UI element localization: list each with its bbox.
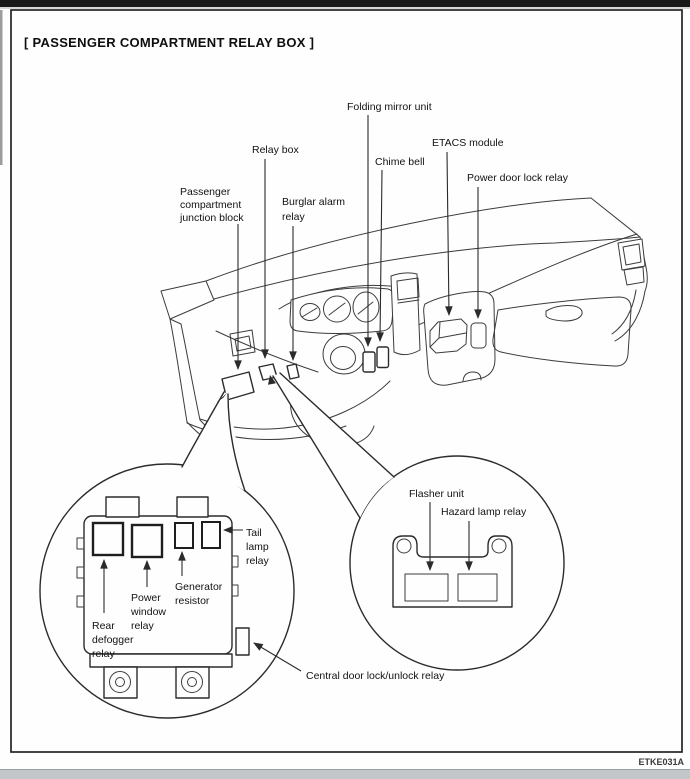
dash-line: [206, 198, 591, 281]
figure-code: ETKE031A: [638, 757, 684, 767]
label-power-window-1: Power: [131, 592, 161, 604]
label-passenger-junction-3: junction block: [180, 212, 244, 224]
scan-edge-left: [0, 10, 3, 165]
burglar-alarm-box: [287, 364, 299, 379]
folding-mirror-box: [363, 352, 375, 372]
chime-bell-box: [377, 347, 389, 368]
label-generator-1: Generator: [175, 581, 223, 593]
label-flasher-unit: Flasher unit: [409, 488, 464, 500]
glove-box-handle: [546, 306, 582, 321]
label-folding-mirror: Folding mirror unit: [347, 101, 432, 113]
steering-column: [323, 334, 365, 374]
dash-line: [161, 281, 214, 319]
scan-band-bottom: [0, 770, 690, 779]
glove-box: [493, 297, 631, 366]
scan-band-top: [0, 0, 690, 7]
label-power-door-lock: Power door lock relay: [467, 172, 568, 184]
label-hazard-lamp: Hazard lamp relay: [441, 506, 527, 518]
center-stack: [391, 273, 420, 355]
detail-balloon-left: [40, 392, 294, 718]
dash-line: [170, 319, 181, 324]
label-tail-lamp-1: Tail: [246, 527, 262, 539]
label-passenger-junction-2: compartment: [180, 199, 242, 211]
side-vent: [618, 239, 645, 270]
label-etacs-module: ETACS module: [432, 137, 504, 149]
label-generator-2: resistor: [175, 595, 210, 607]
label-passenger-junction-1: Passenger: [180, 186, 231, 198]
leader-etacs: [447, 152, 449, 315]
label-burglar-alarm-2: relay: [282, 211, 305, 223]
power-door-lock-relay-box: [471, 323, 486, 348]
label-tail-lamp-2: lamp: [246, 541, 269, 553]
dash-line: [181, 324, 200, 420]
block-top-tab: [106, 497, 139, 517]
detail-balloon-right: [268, 373, 564, 670]
dash-line: [214, 237, 640, 299]
label-tail-lamp-3: relay: [246, 555, 269, 567]
label-burglar-alarm-1: Burglar alarm: [282, 196, 346, 208]
label-rear-defogger-3: relay: [92, 648, 115, 660]
label-rear-defogger-1: Rear: [92, 620, 115, 632]
dash-line: [591, 198, 640, 237]
label-relay-box: Relay box: [252, 144, 299, 156]
label-central-door-lock: Central door lock/unlock relay: [306, 670, 445, 682]
central-door-lock-relay-rect: [236, 628, 249, 655]
page-title: [ PASSENGER COMPARTMENT RELAY BOX ]: [24, 35, 315, 50]
dash-line: [612, 290, 636, 334]
scan-band-top-fade: [0, 7, 690, 9]
label-chime-bell: Chime bell: [375, 156, 425, 168]
dash-line: [170, 319, 187, 422]
label-rear-defogger-2: defogger: [92, 634, 134, 646]
dashboard-illustration: [161, 198, 647, 451]
block-top-tab: [177, 497, 208, 517]
label-power-window-2: window: [131, 606, 167, 618]
side-vent-lower: [624, 267, 644, 285]
label-power-window-3: relay: [131, 620, 154, 632]
